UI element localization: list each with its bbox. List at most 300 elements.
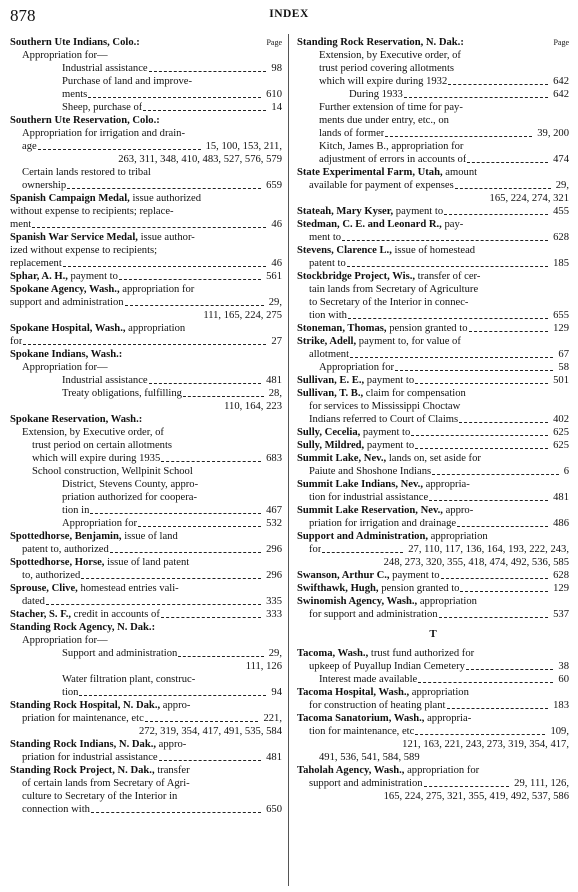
entry-description: trust period on certain allotments bbox=[32, 440, 173, 451]
index-subentry bbox=[297, 725, 569, 738]
dot-leader bbox=[455, 187, 551, 189]
page-reference: 486 bbox=[553, 518, 569, 529]
dot-leader bbox=[411, 434, 548, 436]
page-reference: 650 bbox=[266, 804, 282, 815]
entry-description: appropriation bbox=[428, 531, 488, 542]
dot-leader bbox=[415, 382, 548, 384]
entry-description: Further extension of time for pay- bbox=[319, 102, 463, 113]
entry-text bbox=[22, 362, 108, 373]
entry-text bbox=[22, 803, 90, 816]
dot-leader bbox=[63, 265, 267, 267]
entry-description: payment to bbox=[389, 570, 440, 581]
entry-text bbox=[62, 517, 137, 530]
entry-description: payment to bbox=[67, 271, 118, 282]
entry-description: payment to bbox=[393, 206, 444, 217]
entry-text bbox=[297, 205, 443, 218]
entry-heading: Spottedhorse, Benjamin, bbox=[10, 531, 122, 542]
entry-heading: Summit Lake Reservation, Nev., bbox=[297, 505, 443, 516]
entry-description: priation for industrial assistance bbox=[22, 752, 158, 763]
entry-description: ment bbox=[10, 219, 32, 230]
entry-text bbox=[297, 596, 477, 607]
index-subentry bbox=[10, 686, 282, 699]
entry-text bbox=[10, 206, 174, 217]
entry-text bbox=[32, 452, 160, 465]
entry-text bbox=[319, 115, 449, 126]
dot-leader bbox=[67, 187, 261, 189]
entry-description: pension granted to bbox=[378, 583, 460, 594]
index-subentry bbox=[10, 335, 282, 348]
entry-description: Purchase of land and improve- bbox=[62, 76, 193, 87]
dot-leader bbox=[23, 343, 266, 345]
index-subentry bbox=[10, 790, 282, 803]
entry-text bbox=[309, 401, 460, 412]
entry-heading: State Experimental Farm, Utah, bbox=[297, 167, 443, 178]
entry-text bbox=[309, 660, 465, 673]
entry-text bbox=[10, 739, 186, 750]
index-entry bbox=[297, 595, 569, 608]
index-subentry bbox=[297, 699, 569, 712]
index-subentry bbox=[10, 140, 282, 153]
index-line-continuation: 165, 224, 275, 321, 355, 419, 492, 537, 586 bbox=[383, 791, 569, 802]
entry-description: age bbox=[22, 141, 37, 152]
dot-leader bbox=[159, 759, 261, 761]
index-line-continuation: 248, 273, 320, 355, 418, 474, 492, 536, 585 bbox=[383, 557, 569, 568]
entry-text bbox=[22, 427, 164, 438]
page-reference: 94 bbox=[271, 687, 282, 698]
entry-description: which will expire during 1932 bbox=[319, 76, 448, 87]
entry-description: lands of former bbox=[319, 128, 385, 139]
entry-description: ment to bbox=[309, 232, 342, 243]
dot-leader bbox=[46, 603, 261, 605]
entry-text bbox=[10, 257, 62, 270]
page-reference: 561 bbox=[266, 271, 282, 282]
page-reference: 15, 100, 153, 211, bbox=[205, 141, 282, 152]
entry-description: Appropriation for— bbox=[22, 50, 108, 61]
dot-leader bbox=[32, 226, 266, 228]
index-subentry bbox=[297, 309, 569, 322]
index-subentry bbox=[10, 88, 282, 101]
entry-description: lands on, set aside for bbox=[386, 453, 481, 464]
entry-description: Industrial assistance bbox=[62, 63, 148, 74]
page-reference: 532 bbox=[266, 518, 282, 529]
dot-leader bbox=[149, 382, 262, 384]
dot-leader bbox=[79, 694, 266, 696]
index-entry bbox=[297, 387, 569, 400]
entry-description: Support and administration bbox=[62, 648, 178, 659]
entry-description: tion for maintenance, etc bbox=[309, 726, 415, 737]
entry-text bbox=[297, 453, 481, 464]
entry-heading: Stoneman, Thomas, bbox=[297, 323, 387, 334]
entry-text bbox=[297, 713, 471, 724]
index-entry bbox=[297, 218, 569, 231]
entry-description: appropria- bbox=[422, 479, 470, 490]
page-reference: 481 bbox=[266, 752, 282, 763]
index-entry bbox=[297, 647, 569, 660]
index-subentry bbox=[297, 543, 569, 556]
page-reference: 474 bbox=[553, 154, 569, 165]
index-subentry bbox=[10, 569, 282, 582]
index-subentry bbox=[297, 257, 569, 270]
page-reference: 29, bbox=[268, 648, 282, 659]
entry-heading: Summit Lake Indians, Nev., bbox=[297, 479, 423, 490]
index-subentry bbox=[10, 205, 282, 218]
entry-description: support and administration bbox=[309, 778, 423, 789]
dot-leader bbox=[38, 148, 201, 150]
entry-text bbox=[297, 531, 488, 542]
index-subentry bbox=[10, 517, 282, 530]
index-entry bbox=[10, 699, 282, 712]
entry-description: appro- bbox=[156, 739, 187, 750]
entry-text bbox=[62, 374, 148, 387]
page-reference: 481 bbox=[553, 492, 569, 503]
index-subentry bbox=[10, 634, 282, 647]
index-subentry bbox=[10, 647, 282, 660]
entry-text bbox=[10, 115, 160, 126]
entry-text bbox=[10, 765, 190, 776]
entry-description: issue of homestead bbox=[391, 245, 476, 256]
entry-text bbox=[10, 218, 31, 231]
entry-text bbox=[22, 140, 37, 153]
index-entry bbox=[10, 530, 282, 543]
entry-text bbox=[22, 569, 80, 582]
entry-text bbox=[297, 765, 479, 776]
dot-leader bbox=[88, 96, 261, 98]
entry-text bbox=[297, 245, 475, 256]
entry-text bbox=[10, 414, 142, 425]
entry-description: Paiute and Shoshone Indians bbox=[309, 466, 432, 477]
entry-description: Indians referred to Court of Claims bbox=[309, 414, 459, 425]
index-entry bbox=[297, 374, 569, 387]
entry-heading: Stevens, Clarence L., bbox=[297, 245, 392, 256]
entry-text bbox=[22, 751, 158, 764]
index-subentry bbox=[10, 361, 282, 374]
entry-text bbox=[62, 479, 198, 490]
entry-text bbox=[10, 531, 178, 542]
entry-text bbox=[319, 127, 384, 140]
entry-description: pension granted to bbox=[386, 323, 468, 334]
entry-text bbox=[22, 128, 185, 139]
entry-description: issue authorized bbox=[129, 193, 202, 204]
entry-description: dated bbox=[22, 596, 45, 607]
dot-leader bbox=[119, 278, 261, 280]
index-entry bbox=[10, 608, 282, 621]
entry-heading: Spokane Hospital, Wash., bbox=[10, 323, 126, 334]
entry-heading: Swanson, Arthur C., bbox=[297, 570, 390, 581]
index-subentry bbox=[297, 127, 569, 140]
entry-text bbox=[10, 700, 190, 711]
index-subentry bbox=[297, 660, 569, 673]
entry-text bbox=[22, 635, 108, 646]
index-line-continuation: 272, 319, 354, 417, 491, 535, 584 bbox=[138, 726, 282, 737]
entry-text bbox=[22, 778, 190, 789]
index-entry bbox=[10, 114, 282, 127]
entry-text bbox=[309, 491, 428, 504]
entry-text bbox=[297, 439, 414, 452]
index-subentry bbox=[297, 413, 569, 426]
entry-heading: Standing Rock Agency, N. Dak.: bbox=[10, 622, 156, 633]
entry-description: Industrial assistance bbox=[62, 375, 148, 386]
index-entry bbox=[297, 569, 569, 582]
dot-leader bbox=[457, 525, 548, 527]
index-entry bbox=[297, 426, 569, 439]
index-subentry bbox=[10, 75, 282, 88]
entry-text bbox=[309, 725, 414, 738]
entry-description: tion in bbox=[62, 505, 90, 516]
entry-text bbox=[319, 75, 447, 88]
entry-description: payment to bbox=[364, 375, 415, 386]
index-entry bbox=[297, 712, 569, 725]
entry-heading: Standing Rock Reservation, N. Dak.: bbox=[297, 37, 464, 48]
dot-leader bbox=[125, 304, 264, 306]
dot-leader bbox=[418, 681, 553, 683]
page-column-label: Page bbox=[266, 38, 282, 47]
entry-text bbox=[297, 37, 464, 48]
entry-text bbox=[319, 141, 463, 152]
entry-heading: Stacher, S. F., bbox=[10, 609, 72, 620]
entry-description: adjustment of errors in accounts of bbox=[319, 154, 467, 165]
entry-description: Kitch, James B., appropriation for bbox=[319, 141, 464, 152]
entry-description: priation for maintenance, etc bbox=[22, 713, 144, 724]
entry-description: of certain lands from Secretary of Agri- bbox=[22, 778, 190, 789]
entry-text bbox=[297, 322, 468, 335]
entry-heading: Standing Rock Project, N. Dak., bbox=[10, 765, 155, 776]
page-reference: 628 bbox=[553, 232, 569, 243]
entry-description: issue of land patent bbox=[104, 557, 190, 568]
page-reference: 537 bbox=[553, 609, 569, 620]
entry-description: appro- bbox=[442, 505, 474, 516]
entry-description: upkeep of Puyallup Indian Cemetery bbox=[309, 661, 465, 672]
dot-leader bbox=[90, 512, 261, 514]
index-entry bbox=[297, 166, 569, 179]
entry-description: patent to bbox=[309, 258, 346, 269]
entry-text bbox=[297, 271, 480, 282]
entry-text bbox=[297, 582, 459, 595]
entry-description: payment to, for value of bbox=[356, 336, 461, 347]
left-column bbox=[10, 36, 282, 816]
entry-text bbox=[297, 479, 470, 490]
index-entry bbox=[10, 764, 282, 777]
entry-text bbox=[62, 387, 182, 400]
index-entry bbox=[297, 439, 569, 452]
entry-description: Sheep, purchase of bbox=[62, 102, 143, 113]
index-entry bbox=[297, 322, 569, 335]
entry-text bbox=[309, 517, 456, 530]
entry-description: support and administration bbox=[10, 297, 124, 308]
entry-text bbox=[62, 686, 78, 699]
entry-description: for construction of heating plant bbox=[309, 700, 446, 711]
index-line-continuation: 263, 311, 348, 410, 483, 527, 576, 579 bbox=[118, 154, 282, 165]
entry-text bbox=[10, 245, 157, 256]
entry-text bbox=[22, 595, 45, 608]
dot-leader bbox=[441, 577, 549, 579]
entry-description: Treaty obligations, fulfilling bbox=[62, 388, 182, 399]
index-line-continuation: 121, 163, 221, 243, 273, 319, 354, 417, bbox=[402, 739, 569, 750]
index-entry bbox=[297, 36, 569, 49]
page-reference: 185 bbox=[553, 258, 569, 269]
entry-description: to, authorized bbox=[22, 570, 81, 581]
entry-description: tion with bbox=[309, 310, 347, 321]
index-entry bbox=[10, 231, 282, 244]
index-subentry bbox=[10, 166, 282, 179]
index-subentry bbox=[10, 179, 282, 192]
index-subentry bbox=[297, 88, 569, 101]
entry-description: priation for irrigation and drainage bbox=[309, 518, 457, 529]
entry-text bbox=[62, 62, 148, 75]
dot-leader bbox=[81, 577, 261, 579]
entry-text bbox=[297, 374, 414, 387]
entry-text bbox=[62, 101, 142, 114]
dot-leader bbox=[444, 213, 548, 215]
entry-description: for bbox=[309, 544, 322, 555]
page-reference: 642 bbox=[553, 76, 569, 87]
dot-leader bbox=[322, 551, 403, 553]
entry-text bbox=[297, 336, 461, 347]
index-subentry bbox=[297, 153, 569, 166]
index-subentry bbox=[297, 101, 569, 114]
index-entry bbox=[297, 270, 569, 283]
entry-heading: Spokane Agency, Wash., bbox=[10, 284, 120, 295]
page-reference: 46 bbox=[271, 219, 282, 230]
dot-leader bbox=[342, 239, 548, 241]
entry-text bbox=[309, 699, 446, 712]
entry-description: tion for industrial assistance bbox=[309, 492, 429, 503]
page-reference: 335 bbox=[266, 596, 282, 607]
entry-text bbox=[10, 270, 118, 283]
dot-leader bbox=[404, 96, 548, 98]
index-subentry bbox=[10, 452, 282, 465]
entry-description: allotment bbox=[309, 349, 350, 360]
entry-description: homestead entries vali- bbox=[77, 583, 179, 594]
dot-leader bbox=[110, 551, 261, 553]
entry-text bbox=[297, 219, 463, 230]
index-subentry bbox=[297, 361, 569, 374]
index-subentry bbox=[297, 777, 569, 790]
dot-leader bbox=[183, 395, 264, 397]
entry-description: ownership bbox=[22, 180, 67, 191]
dot-leader bbox=[459, 421, 548, 423]
index-subentry bbox=[10, 478, 282, 491]
entry-text bbox=[10, 323, 185, 334]
index-entry bbox=[10, 582, 282, 595]
index-entry bbox=[10, 283, 282, 296]
page-reference: 655 bbox=[553, 310, 569, 321]
page-reference: 610 bbox=[266, 89, 282, 100]
index-entry bbox=[10, 621, 282, 634]
page-reference: 14 bbox=[271, 102, 282, 113]
page-reference: 60 bbox=[558, 674, 569, 685]
index-subentry bbox=[297, 465, 569, 478]
entry-description: trust period covering allotments bbox=[319, 63, 455, 74]
entry-description: transfer of cer- bbox=[415, 271, 481, 282]
page-reference: 221, bbox=[263, 713, 282, 724]
entry-text bbox=[297, 687, 469, 698]
dot-leader bbox=[178, 655, 263, 657]
entry-heading: Tacoma, Wash., bbox=[297, 648, 369, 659]
entry-text bbox=[10, 193, 201, 204]
page-reference: 58 bbox=[558, 362, 569, 373]
index-entry bbox=[10, 36, 282, 49]
entry-description: appropriation bbox=[417, 596, 477, 607]
dot-leader bbox=[448, 83, 548, 85]
entry-description: credit in accounts of bbox=[71, 609, 160, 620]
entry-text bbox=[309, 231, 341, 244]
dot-leader bbox=[145, 720, 259, 722]
index-line-continuation: 111, 165, 224, 275 bbox=[203, 310, 282, 321]
index-subentry bbox=[10, 218, 282, 231]
entry-heading: Sphar, A. H., bbox=[10, 271, 68, 282]
entry-text bbox=[297, 388, 466, 399]
entry-heading: Sully, Cecelia, bbox=[297, 427, 361, 438]
entry-heading: Southern Ute Reservation, Colo.: bbox=[10, 115, 160, 126]
page-reference: 109, bbox=[550, 726, 569, 737]
entry-text bbox=[62, 674, 195, 685]
index-subentry bbox=[10, 673, 282, 686]
entry-text bbox=[309, 777, 423, 790]
index-subentry bbox=[10, 712, 282, 725]
entry-text bbox=[319, 102, 463, 113]
dot-leader bbox=[347, 265, 548, 267]
dot-leader bbox=[161, 616, 261, 618]
index-subentry bbox=[10, 504, 282, 517]
page-reference: 38 bbox=[558, 661, 569, 672]
index-subentry bbox=[10, 803, 282, 816]
index-entry bbox=[297, 764, 569, 777]
dot-leader bbox=[350, 356, 553, 358]
dot-leader bbox=[460, 590, 548, 592]
entry-text bbox=[10, 232, 195, 243]
index-entry bbox=[297, 478, 569, 491]
entry-text bbox=[319, 153, 466, 166]
index-subentry bbox=[10, 777, 282, 790]
entry-description: payment to bbox=[360, 427, 411, 438]
entry-text bbox=[22, 543, 109, 556]
index-subentry bbox=[297, 114, 569, 127]
index-entry bbox=[297, 205, 569, 218]
entry-description: culture to Secretary of the Interior in bbox=[22, 791, 178, 802]
index-entry bbox=[10, 192, 282, 205]
dot-leader bbox=[439, 616, 549, 618]
entry-description: 491, 536, 541, 584, 589 bbox=[319, 752, 420, 763]
index-subentry bbox=[10, 244, 282, 257]
entry-text bbox=[319, 673, 417, 686]
entry-text bbox=[297, 505, 473, 516]
entry-text bbox=[10, 583, 179, 594]
dot-leader bbox=[432, 473, 559, 475]
entry-description: appropriation for bbox=[404, 765, 480, 776]
entry-description: replacement bbox=[10, 258, 62, 269]
column-divider bbox=[288, 34, 289, 886]
page-reference: 296 bbox=[266, 544, 282, 555]
dot-leader bbox=[467, 161, 548, 163]
entry-description: trust fund authorized for bbox=[368, 648, 475, 659]
index-subentry bbox=[297, 179, 569, 192]
entry-heading: Southern Ute Indians, Colo.: bbox=[10, 37, 140, 48]
page-reference: 455 bbox=[553, 206, 569, 217]
entry-text bbox=[309, 257, 346, 270]
index-subentry bbox=[10, 127, 282, 140]
entry-description: ments due under entry, etc., on bbox=[319, 115, 449, 126]
entry-description: for bbox=[10, 336, 23, 347]
page-number: 878 bbox=[10, 6, 36, 25]
entry-heading: Stateah, Mary Kyser, bbox=[297, 206, 394, 217]
entry-heading: Tacoma Hospital, Wash., bbox=[297, 687, 410, 698]
entry-text bbox=[10, 557, 189, 568]
entry-description: Water filtration plant, construc- bbox=[62, 674, 196, 685]
index-subentry bbox=[10, 257, 282, 270]
entry-text bbox=[10, 335, 22, 348]
entry-heading: Swifthawk, Hugh, bbox=[297, 583, 379, 594]
entry-text bbox=[22, 179, 66, 192]
